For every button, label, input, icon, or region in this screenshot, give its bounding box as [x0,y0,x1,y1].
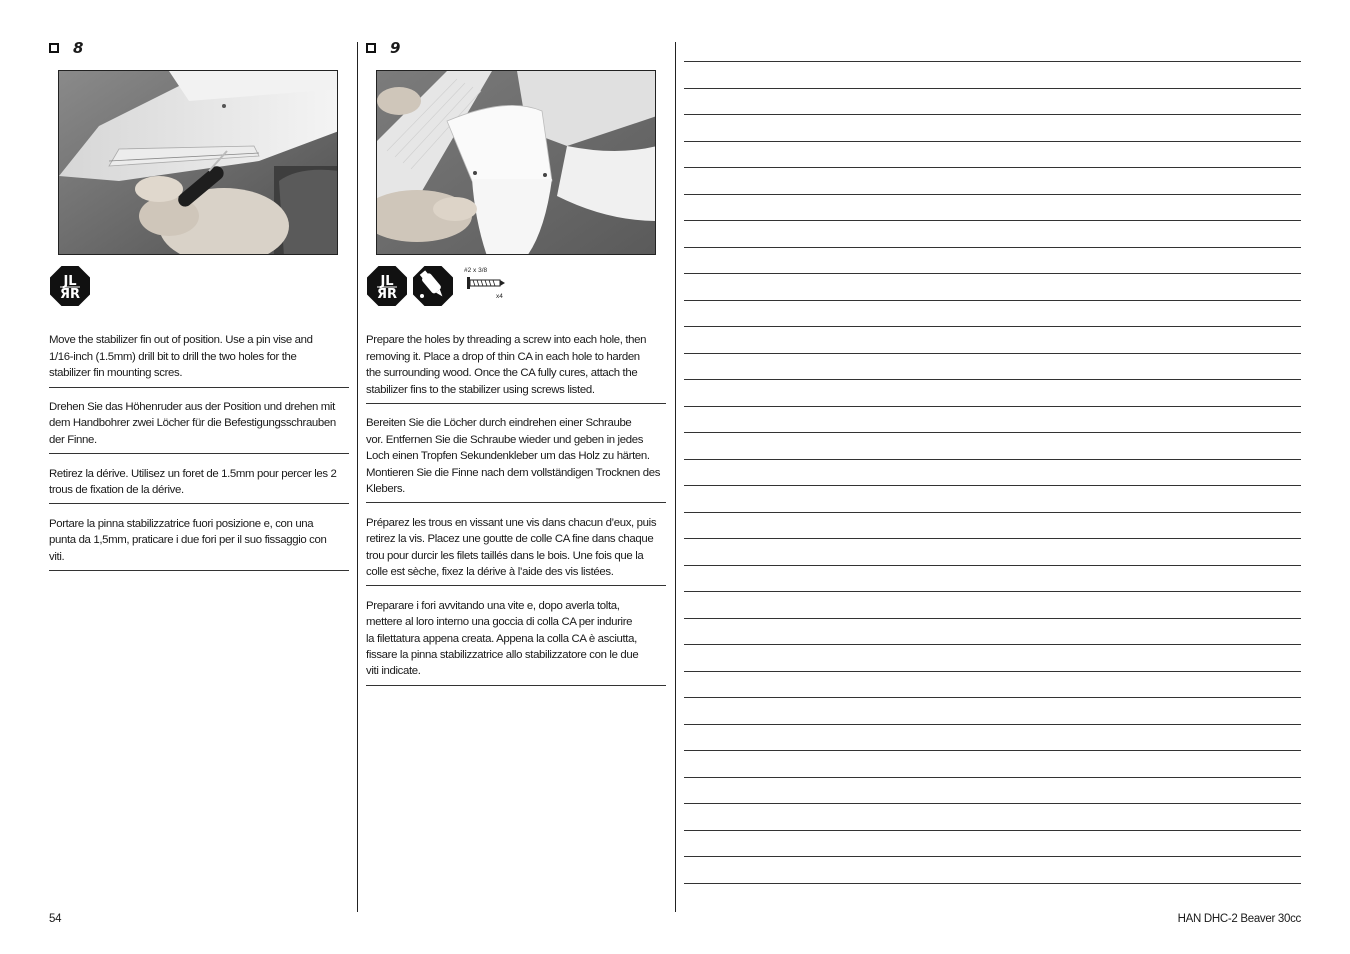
step-header [366,38,666,58]
note-line [684,141,1301,168]
note-line [684,883,1301,910]
note-line [684,671,1301,698]
instruction-french: Préparez les trous en vissant une vis dans chacun d’eux, puis retirez la vis. Placez une goutte de colle CA fine dans chaque trou pour durcir les filets taillés dans le bois. Une fois que la colle est sèche, fixez la dérive à l’aide des vis listées. [366,515,666,587]
step-icons [366,265,512,307]
step-photo-drilling-fin-holes [58,70,338,255]
column-divider [357,42,358,912]
note-line [684,247,1301,274]
note-line [684,220,1301,247]
step-number: 9 [390,39,401,57]
step-header [49,38,349,58]
screw-callout [462,265,512,307]
note-line [684,379,1301,406]
note-line [684,724,1301,751]
note-line [684,856,1301,883]
note-line [684,167,1301,194]
note-line [684,591,1301,618]
page-number: 54 [49,913,62,925]
step-9 [366,38,666,678]
note-line [684,353,1301,380]
note-line [684,194,1301,221]
note-line [684,326,1301,353]
step-instructions [366,321,666,692]
note-line [684,459,1301,486]
note-line [684,618,1301,645]
note-line [684,512,1301,539]
instruction-english: Prepare the holes by threading a screw into each hole, then removing it. Place a drop of thin CA in each hole to harden the surrounding wood. Once the CA fully cures, attach the stabilizer fins to the stabilizer using screws listed. [366,332,666,404]
step-8 [49,38,349,563]
product-name: HAN DHC-2 Beaver 30cc [1177,913,1301,925]
instruction-german: Drehen Sie das Höhenruder aus der Position und drehen mit dem Handbohrer zwei Löcher für die Befestigungsschrauben der Finne. [49,399,349,454]
note-line [684,538,1301,565]
note-line [684,777,1301,804]
instruction-german: Bereiten Sie die Löcher durch eindrehen einer Schraube vor. Entfernen Sie die Schraube wieder und geben in jedes Loch einen Tropfen Sekundenkleber um das Holz zu härten. Montieren Sie die Finne nach dem vollständigen Trocknen des Klebers. [366,415,666,503]
instruction-english: Move the stabilizer fin out of position. Use a pin vise and 1/16-inch (1.5mm) drill bit to drill the two holes for the stabilizer fin mounting scres. [49,332,349,387]
note-line [684,114,1301,141]
svg-text:ЯR: ЯR [376,287,398,302]
step-checkbox[interactable] [366,43,376,53]
left-right-symmetry-icon [366,265,408,307]
note-line [684,485,1301,512]
instruction-french: Retirez la dérive. Utilisez un foret de 1.5mm pour percer les 2 trous de fixation de la dérive. [49,466,349,505]
svg-text:JL: JL [380,274,394,289]
note-line [684,644,1301,671]
note-line [684,273,1301,300]
notes-ruled-lines [684,61,1301,909]
step-number: 8 [73,39,84,57]
note-line [684,697,1301,724]
step-checkbox[interactable] [49,43,59,53]
note-line [684,88,1301,115]
note-line [684,803,1301,830]
note-line [684,406,1301,433]
column-divider [675,42,676,912]
instruction-italian: Preparare i fori avvitando una vite e, dopo averla tolta, mettere al loro interno una goccia di colla CA per indurire la filettatura appena creata. Appena la colla CA è asciutta, fissare la pinna stabilizzatrice allo stabilizzatore con le due viti indicate. [366,598,666,686]
svg-text:ЯR: ЯR [59,287,81,302]
step-photo-attaching-fin [376,70,656,255]
note-line [684,300,1301,327]
instruction-italian: Portare la pinna stabilizzatrice fuori posizione e, con una punta da 1,5mm, praticare i due fori per il suo fissaggio con viti. [49,516,349,571]
step-instructions [49,321,349,577]
note-line [684,565,1301,592]
screw-icon [467,277,505,289]
note-line [684,432,1301,459]
note-line [684,830,1301,857]
thin-ca-glue-icon [412,265,454,307]
svg-text:JL: JL [63,274,77,289]
note-line [684,61,1301,88]
step-icons [49,265,95,307]
screw-size-label: #2 x 3/8 [464,267,488,274]
screw-quantity: x4 [496,293,503,300]
note-line [684,750,1301,777]
left-right-symmetry-icon [49,265,91,307]
